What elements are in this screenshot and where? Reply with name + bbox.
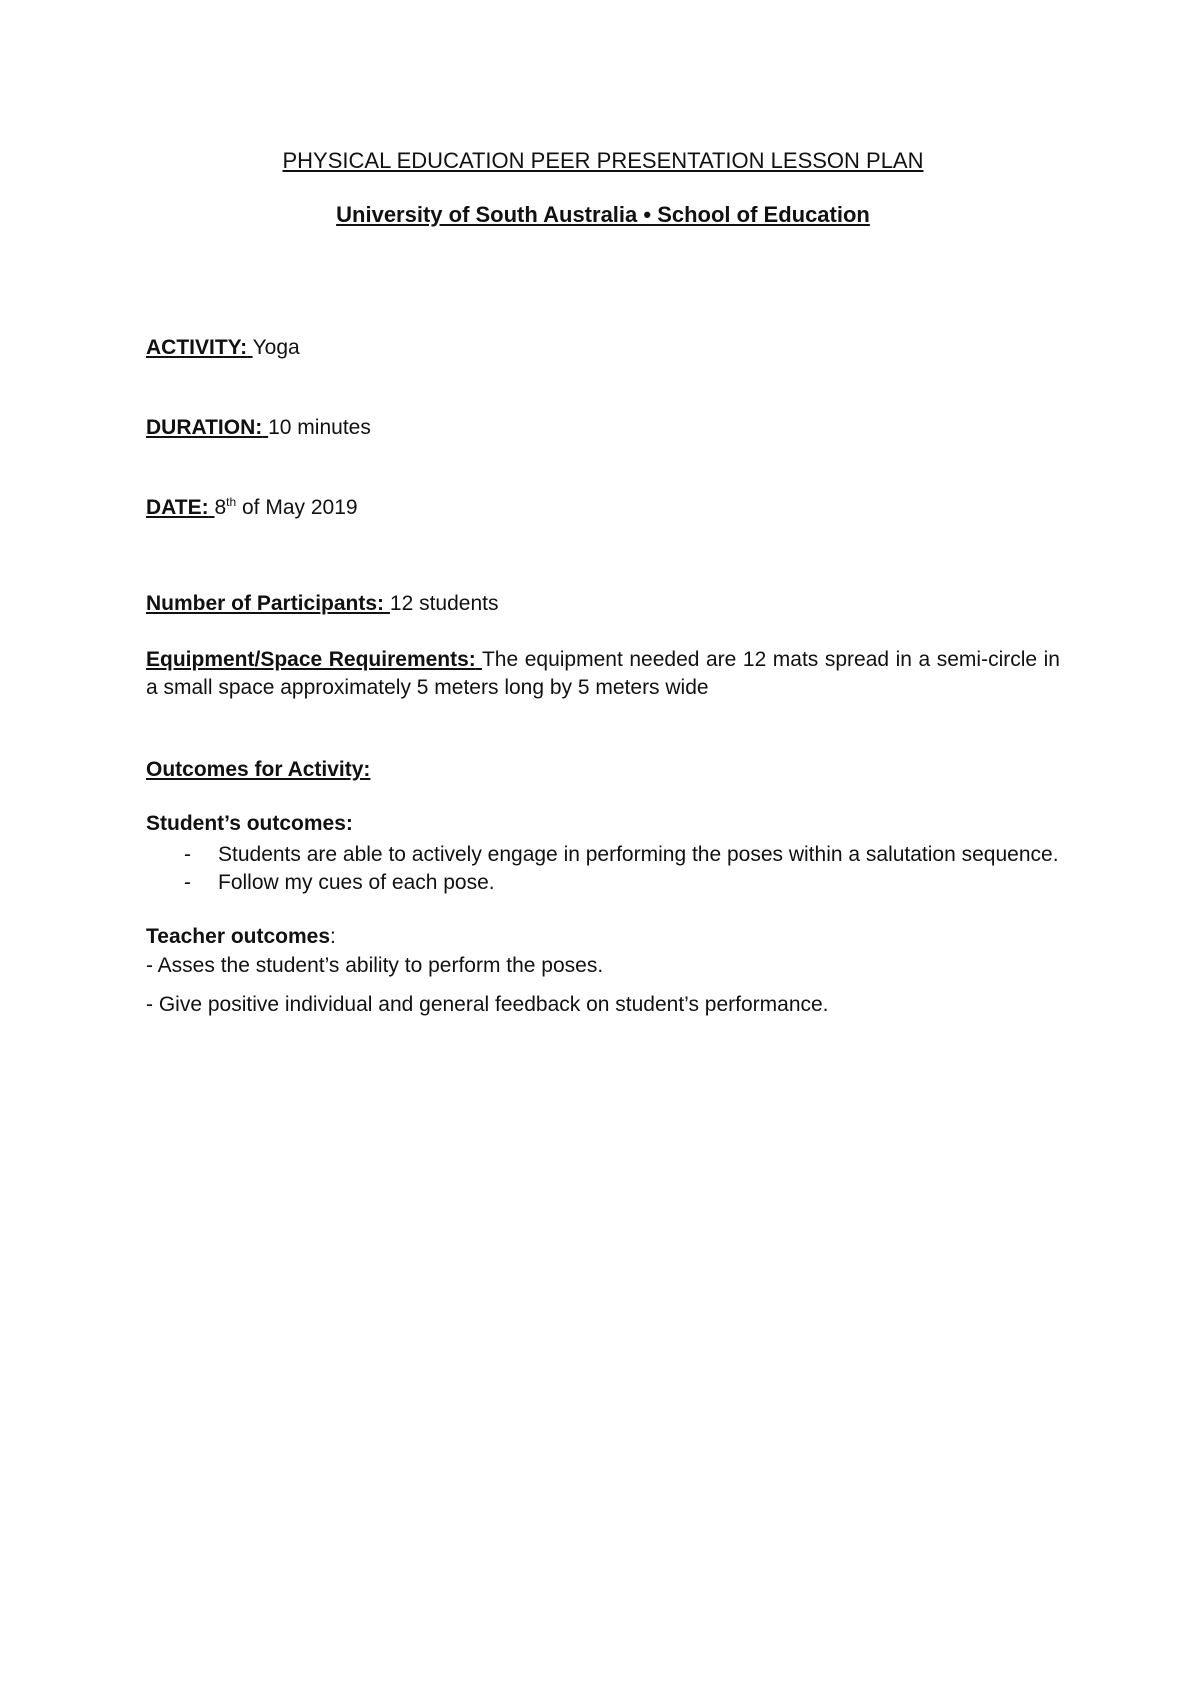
student-outcomes-heading: Student’s outcomes: xyxy=(146,812,353,836)
equipment-value: The equipment needed are 12 mats spread in a semi-circle in a small space approximately 5 meters long by 5 meters wide xyxy=(146,648,1060,700)
duration-value: 10 minutes xyxy=(268,416,371,439)
document-subtitle: University of South Australia • School of Education xyxy=(336,201,870,227)
teacher-outcomes-colon: : xyxy=(330,925,336,949)
outcomes-section xyxy=(146,756,1060,1019)
activity-value: Yoga xyxy=(252,336,300,359)
list-item xyxy=(146,841,1060,869)
date-label: DATE: xyxy=(146,496,209,519)
student-outcomes-list xyxy=(146,841,1060,898)
bullet-dash: - xyxy=(184,842,191,866)
teacher-outcomes-heading: Teacher outcomes xyxy=(146,925,331,949)
participants-value: 12 students xyxy=(389,592,499,615)
teacher-outcome-item: - Asses the student’s ability to perform the poses. xyxy=(146,953,604,977)
bullet-dash: - xyxy=(184,871,191,895)
date-rest: of May 2019 xyxy=(242,496,358,519)
duration-field xyxy=(146,414,1060,442)
date-day: 8 xyxy=(214,496,227,519)
lesson-plan-page xyxy=(146,146,1060,1017)
duration-label: DURATION: xyxy=(146,416,263,439)
teacher-outcomes-heading-line xyxy=(146,923,1060,951)
list-item xyxy=(146,869,1060,897)
student-outcome-text: Follow my cues of each pose. xyxy=(218,871,495,895)
date-suffix: th xyxy=(226,495,237,509)
equipment-field xyxy=(146,646,1060,703)
activity-label: ACTIVITY: xyxy=(146,336,248,359)
date-field xyxy=(146,494,1060,522)
document-title: PHYSICAL EDUCATION PEER PRESENTATION LESSON PLAN xyxy=(282,148,924,173)
equipment-label: Equipment/Space Requirements: xyxy=(146,648,476,671)
outcomes-heading: Outcomes for Activity: xyxy=(146,758,371,781)
activity-field xyxy=(146,334,1060,362)
teacher-outcome-item: - Give positive individual and general feedback on student’s performance. xyxy=(146,993,829,1017)
student-outcome-text: Students are able to actively engage in performing the poses within a salutation sequence. xyxy=(218,842,1059,866)
participants-field xyxy=(146,590,1060,618)
participants-label: Number of Participants: xyxy=(146,592,385,615)
